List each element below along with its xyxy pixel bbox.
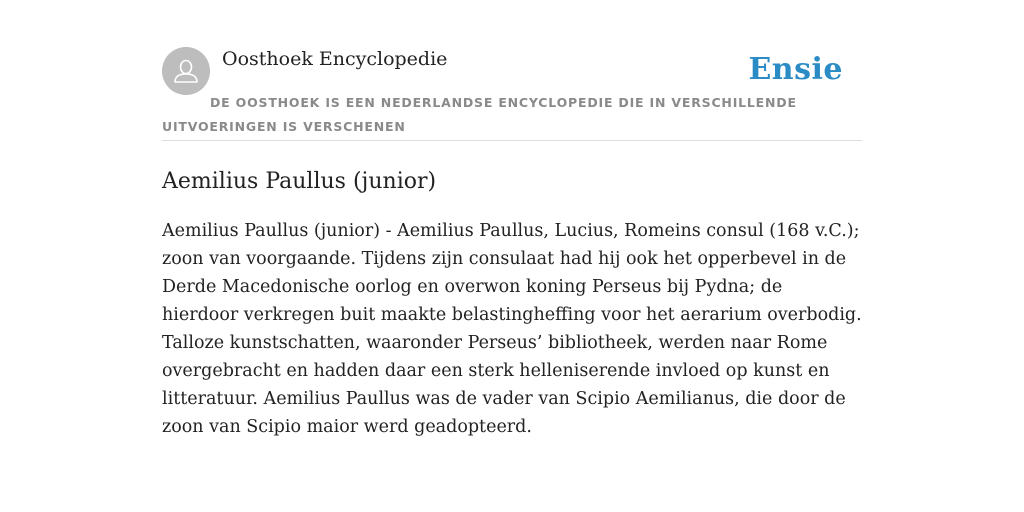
source-header xyxy=(162,44,862,141)
ensie-logo[interactable]: Ensie xyxy=(748,52,843,87)
source-description: DE OOSTHOEK IS EEN NEDERLANDSE ENCYCLOPEDIE DIE IN VERSCHILLENDE UITVOERINGEN IS VERSCHENEN xyxy=(162,95,797,134)
article-title: Aemilius Paullus (junior) xyxy=(162,169,437,194)
article-card xyxy=(162,44,862,441)
source-name[interactable]: Oosthoek Encyclopedie xyxy=(222,48,448,70)
user-avatar-icon[interactable] xyxy=(162,47,210,95)
article-body: Aemilius Paullus (junior) - Aemilius Paullus, Lucius, Romeins consul (168 v.C.); zoon van voorgaande. Tijdens zijn consulaat had hij ook het opperbevel in de Derde Macedonische oorlog en overwon koning Perseus bij Pydna; de hierdoor verkregen buit maakte belastingheffing voor het aerarium overbodig. Talloze kunstschatten, waaronder Perseus’ bibliotheek, werden naar Rome overgebracht en hadden daar een sterk helleniserende invloed op kunst en litteratuur. Aemilius Paullus was de vader van Scipio Aemilianus, die door de zoon van Scipio maior werd geadopteerd. xyxy=(162,221,862,437)
